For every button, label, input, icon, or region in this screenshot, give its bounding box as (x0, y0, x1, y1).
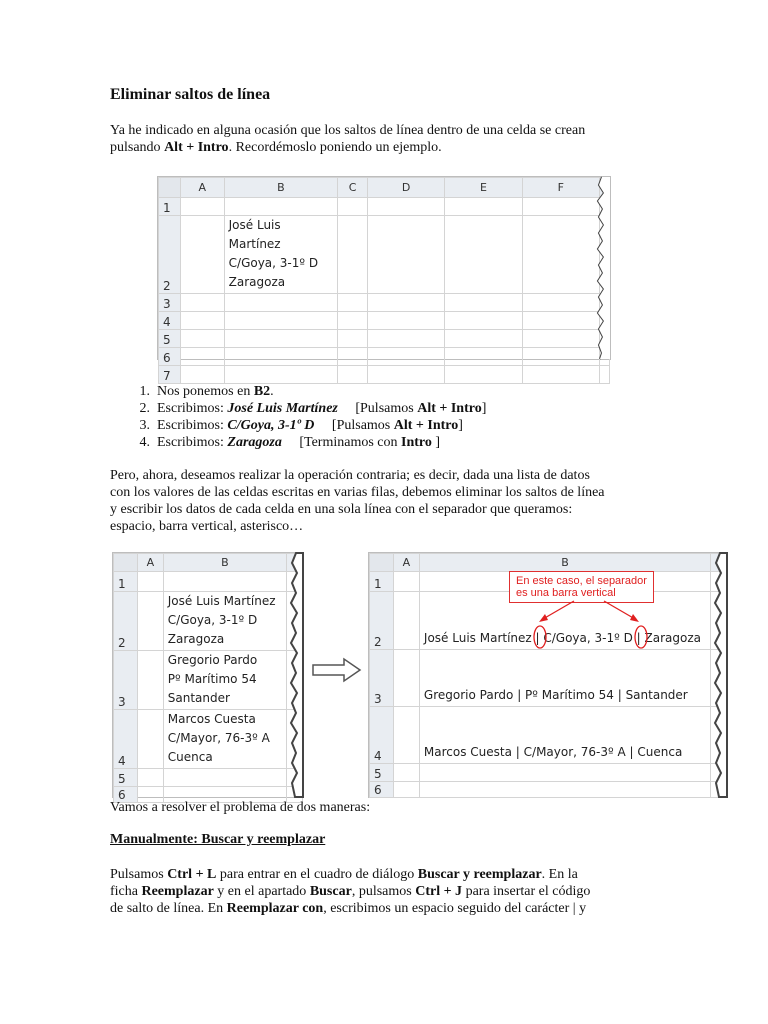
col-header-a: A (137, 554, 163, 572)
text-span: Alt + Intro (417, 401, 482, 416)
cell-b4: Marcos Cuesta C/Mayor, 76-3º A Cuenca (167, 712, 270, 764)
row-header-4: 4 (114, 710, 138, 769)
list-item (110, 383, 670, 400)
text-span: 2. (139, 401, 150, 416)
row-header-2: 2 (370, 592, 394, 650)
text-span: ] (431, 435, 441, 450)
text-span: para insertar el código (462, 884, 591, 899)
text-span: espacio, barra vertical, asterisco… (110, 519, 304, 534)
text-span: Reemplazar (141, 884, 214, 899)
row-header-1: 1 (159, 198, 181, 216)
text-span: Zaragoza (227, 435, 282, 450)
row-header-1: 1 (370, 572, 394, 592)
text-span: [Terminamos con (281, 435, 402, 450)
page-title: Eliminar saltos de línea (110, 86, 271, 103)
text-span: [Pulsamos (337, 401, 418, 416)
text-span: Ctrl + L (167, 867, 217, 882)
text-span: pulsando (110, 140, 165, 155)
paragraph-3: Vamos a resolver el problema de dos maneras: (110, 800, 371, 815)
annotation-callout: En este caso, el separador es una barra vertical (509, 571, 654, 603)
row-header-6: 6 (370, 782, 394, 798)
row-header-1: 1 (114, 572, 138, 592)
section-heading: Manualmente: Buscar y reemplazar (110, 832, 326, 847)
text-span: Buscar (309, 884, 352, 899)
row-header-3: 3 (159, 294, 181, 312)
col-header-a: A (393, 554, 419, 572)
select-all-corner (159, 178, 181, 198)
col-header-b: B (163, 554, 286, 572)
row-header-5: 5 (114, 769, 138, 787)
text-span: Reemplazar con (226, 901, 324, 916)
row-header-5: 5 (159, 330, 181, 348)
col-header-d: D (367, 178, 444, 198)
sheet-grid (158, 177, 610, 384)
row-header-3: 3 (370, 650, 394, 707)
text-span: y escribir los datos de cada celda en una sola línea con el separador que queramos: (110, 502, 573, 517)
cell-b3: Gregorio Pardo Pº Marítimo 54 Santander (167, 653, 258, 705)
text-span: 4. (139, 435, 150, 450)
text-span: ] (481, 401, 487, 416)
text-span: Alt + Intro (393, 418, 459, 433)
col-header-f: F (522, 178, 599, 198)
col-header-b: B (419, 554, 710, 572)
cell-b2: José Luis Martínez C/Goya, 3-1º D Zaragoza (167, 594, 276, 646)
text-span: ficha (110, 884, 142, 899)
row-header-5: 5 (370, 764, 394, 782)
cell-b3: Gregorio Pardo | Pº Marítimo 54 | Santander (423, 688, 688, 702)
spreadsheet-before (112, 552, 304, 802)
text-span: , pulsamos (351, 884, 416, 899)
text-span: . (270, 384, 274, 399)
row-header-2: 2 (159, 216, 181, 294)
cell-b2: José Luis Martínez | C/Goya, 3-1º D | Zaragoza (423, 631, 701, 645)
row-header-2: 2 (114, 592, 138, 651)
text-span: Pero, ahora, deseamos realizar la operación contraria; es decir, dada una lista de datos (110, 468, 590, 483)
text-span: Escribimos: (157, 435, 228, 450)
cell-b4: Marcos Cuesta | C/Mayor, 76-3º A | Cuenca (423, 745, 683, 759)
spreadsheet-after (368, 552, 728, 798)
annotation-arrows (369, 553, 727, 797)
row-header-6: 6 (159, 348, 181, 366)
text-span: José Luis Martínez (227, 401, 338, 416)
cell-b2: José Luis Martínez C/Goya, 3-1º D Zaragoza (228, 218, 319, 289)
text-span: [Pulsamos (314, 418, 394, 433)
text-span: Ctrl + J (415, 884, 463, 899)
text-span: Intro (401, 435, 432, 450)
list-item (110, 400, 670, 417)
text-span: Alt + Intro (164, 140, 229, 155)
text-span: Escribimos: (157, 418, 228, 433)
spreadsheet-example (157, 176, 611, 383)
torn-edge (596, 177, 610, 359)
col-header-b: B (224, 178, 337, 198)
row-header-4: 4 (370, 707, 394, 764)
text-span: Escribimos: (157, 401, 228, 416)
text-span: 3. (139, 418, 150, 433)
text-span: C/Goya, 3-1º D (227, 418, 315, 433)
text-span: , escribimos un espacio seguido del carácter | y (323, 901, 587, 916)
separator-highlight (534, 626, 546, 648)
text-span: 1. (139, 384, 150, 399)
torn-edge (289, 553, 303, 797)
paragraph-4 (110, 866, 670, 917)
text-span: con los valores de las celdas escritas en varias filas, debemos eliminar los saltos de línea (110, 485, 605, 500)
text-span: y en el apartado (213, 884, 310, 899)
steps-list (110, 383, 670, 451)
col-header-a: A (180, 178, 224, 198)
text-span: de salto de línea. En (110, 901, 227, 916)
text-span: B2 (253, 384, 271, 399)
row-header-7: 7 (159, 366, 181, 384)
text-span: . Recordémoslo poniendo un ejemplo. (228, 140, 442, 155)
right-arrow-icon (312, 657, 362, 683)
text-span: para entrar en el cuadro de diálogo (216, 867, 418, 882)
list-item (110, 434, 670, 451)
text-span: Buscar y reemplazar (417, 867, 542, 882)
list-item (110, 417, 670, 434)
col-header-e: E (445, 178, 522, 198)
torn-edge (713, 553, 727, 797)
text-span: Pulsamos (110, 867, 168, 882)
row-header-3: 3 (114, 651, 138, 710)
text-span: Ya he indicado en alguna ocasión que los saltos de línea dentro de una celda se crean (110, 123, 586, 138)
paragraph-2 (110, 467, 670, 535)
col-header-c: C (338, 178, 368, 198)
text-span: ] (458, 418, 463, 433)
row-header-4: 4 (159, 312, 181, 330)
intro-paragraph (110, 122, 670, 156)
text-span: . En la (541, 867, 578, 882)
text-span: Nos ponemos en (157, 384, 254, 399)
row-header-6: 6 (114, 787, 138, 803)
separator-highlight (635, 626, 647, 648)
